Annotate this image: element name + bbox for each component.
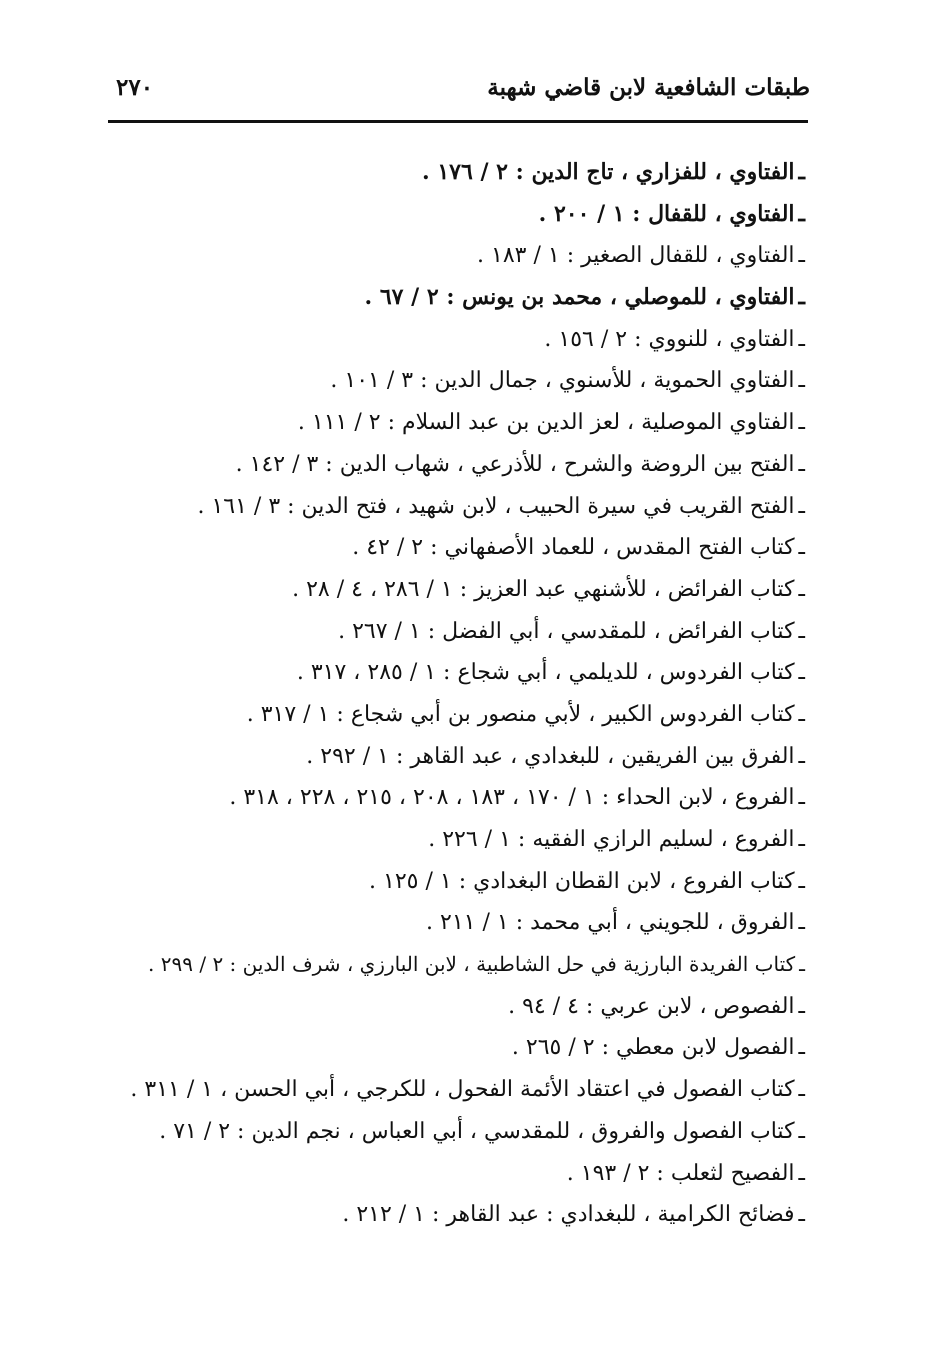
running-title: طبقات الشافعية لابن قاضي شهبة <box>487 74 810 101</box>
entry-text: الفتح القريب في سيرة الحبيب ، لابن شهيد ، فتح الدين : ٣ / ١٦١ . <box>197 493 795 519</box>
entry-dash: ـ <box>798 368 805 394</box>
entry-text: الفتاوي الحموية ، للأسنوي ، جمال الدين : ٣ / ١٠١ . <box>330 368 795 394</box>
index-entry <box>85 402 805 444</box>
entry-text: الفصوص ، لابن عربي : ٤ / ٩٤ . <box>508 993 795 1019</box>
page-number: ٢٧٠ <box>116 74 154 101</box>
entry-dash: ـ <box>798 1035 805 1061</box>
entry-dash: ـ <box>798 827 805 852</box>
index-entry <box>85 1194 805 1236</box>
entry-dash: ـ <box>798 1118 805 1144</box>
entry-dash: ـ <box>798 159 805 185</box>
index-entry <box>85 1027 805 1069</box>
entry-text: كتاب الفريدة البارزية في حل الشاطبية ، لابن البارزي ، شرف الدين : ٢ / ٢٩٩ . <box>148 952 796 977</box>
entry-dash: ـ <box>798 284 805 311</box>
entry-dash: ـ <box>798 326 805 352</box>
index-entry <box>85 1069 805 1111</box>
entry-text: الفصول لابن معطي : ٢ / ٢٦٥ . <box>511 1035 795 1061</box>
index-entry <box>85 486 805 528</box>
index-entry <box>85 319 805 361</box>
entry-dash: ـ <box>798 535 805 561</box>
index-entry <box>85 611 805 653</box>
entry-dash: ـ <box>799 952 805 977</box>
entry-dash: ـ <box>798 618 805 644</box>
entry-dash: ـ <box>798 660 805 686</box>
entry-text: كتاب الفرائض ، للأشنهي عبد العزيز : ١ / ٢٨٦ ، ٤ / ٢٨ . <box>292 576 795 602</box>
entry-text: الفروق ، للجويني ، أبي محمد : ١ / ٢١١ . <box>426 910 795 936</box>
entry-text: كتاب الفردوس الكبير ، لأبي منصور بن أبي شجاع : ١ / ٣١٧ . <box>246 701 795 727</box>
index-entry-list <box>85 152 805 1236</box>
index-entry <box>85 1111 805 1153</box>
entry-dash: ـ <box>798 785 805 811</box>
index-entry <box>85 736 805 778</box>
entry-dash: ـ <box>798 200 805 227</box>
entry-text: كتاب الفصول والفروق ، للمقدسي ، أبي العباس ، نجم الدين : ٢ / ٧١ . <box>159 1118 795 1144</box>
entry-text: الفروع ، لسليم الرازي الفقيه : ١ / ٢٢٦ . <box>428 827 795 852</box>
index-entry <box>85 819 805 861</box>
entry-text: الفتاوي ، للقفال الصغير : ١ / ١٨٣ . <box>477 243 795 269</box>
entry-dash: ـ <box>798 910 805 936</box>
entry-text: كتاب الفردوس ، للديلمي ، أبي شجاع : ١ / ٢٨٥ ، ٣١٧ . <box>296 660 795 686</box>
index-entry <box>85 277 805 319</box>
entry-dash: ـ <box>798 493 805 519</box>
index-entry <box>85 152 805 194</box>
entry-text: الفتاوي ، للقفال : ١ / ٢٠٠ . <box>538 200 795 227</box>
entry-dash: ـ <box>798 576 805 602</box>
entry-text: كتاب الفصول في اعتقاد الأئمة الفحول ، للكرجي ، أبي الحسن ، ١ / ٣١١ . <box>130 1077 795 1103</box>
entry-dash: ـ <box>798 993 805 1019</box>
entry-dash: ـ <box>798 1160 805 1186</box>
index-entry <box>85 777 805 819</box>
index-entry <box>85 652 805 694</box>
index-entry <box>85 986 805 1028</box>
index-entry <box>85 902 805 944</box>
entry-dash: ـ <box>798 451 805 477</box>
entry-text: كتاب الفرائض ، للمقدسي ، أبي الفضل : ١ / ٢٦٧ . <box>338 618 795 644</box>
entry-text: الفصيح لثعلب : ٢ / ١٩٣ . <box>566 1160 795 1186</box>
entry-dash: ـ <box>798 1077 805 1103</box>
entry-text: الفتاوي ، للموصلي ، محمد بن يونس : ٢ / ٦٧ . <box>364 284 795 311</box>
index-entry <box>85 235 805 277</box>
entry-text: الفروع ، لابن الحداء : ١ / ١٧٠ ، ١٨٣ ، ٢٠٨ ، ٢١٥ ، ٢٢٨ ، ٣١٨ . <box>229 785 795 811</box>
page-header <box>100 68 810 112</box>
entry-text: كتاب الفروع ، لابن القطان البغدادي : ١ / ١٢٥ . <box>369 868 795 894</box>
index-entry <box>85 444 805 486</box>
entry-text: الفتاوي ، للفزاري ، تاج الدين : ٢ / ١٧٦ . <box>422 159 795 185</box>
entry-text: الفتاوي ، للنووي : ٢ / ١٥٦ . <box>544 326 795 352</box>
index-entry <box>85 360 805 402</box>
index-entry <box>85 194 805 236</box>
entry-dash: ـ <box>798 243 805 269</box>
header-divider <box>108 120 808 123</box>
index-entry <box>85 1153 805 1195</box>
entry-dash: ـ <box>798 868 805 894</box>
entry-text: الفتح بين الروضة والشرح ، للأذرعي ، شهاب الدين : ٣ / ١٤٢ . <box>235 451 795 477</box>
entry-dash: ـ <box>798 701 805 727</box>
entry-dash: ـ <box>798 743 805 769</box>
entry-dash: ـ <box>798 410 805 436</box>
index-entry <box>85 861 805 903</box>
index-entry <box>85 944 805 986</box>
index-entry <box>85 527 805 569</box>
entry-text: الفتاوي الموصلية ، لعز الدين بن عبد السلام : ٢ / ١١١ . <box>297 410 795 436</box>
entry-text: كتاب الفتح المقدس ، للعماد الأصفهاني : ٢ / ٤٢ . <box>352 535 795 561</box>
entry-text: الفرق بين الفريقين ، للبغدادي ، عبد القاهر : ١ / ٢٩٢ . <box>306 743 795 769</box>
index-entry <box>85 694 805 736</box>
entry-dash: ـ <box>798 1202 805 1228</box>
entry-text: فضائح الكرامية ، للبغدادي : عبد القاهر : ١ / ٢١٢ . <box>342 1202 795 1228</box>
index-entry <box>85 569 805 611</box>
